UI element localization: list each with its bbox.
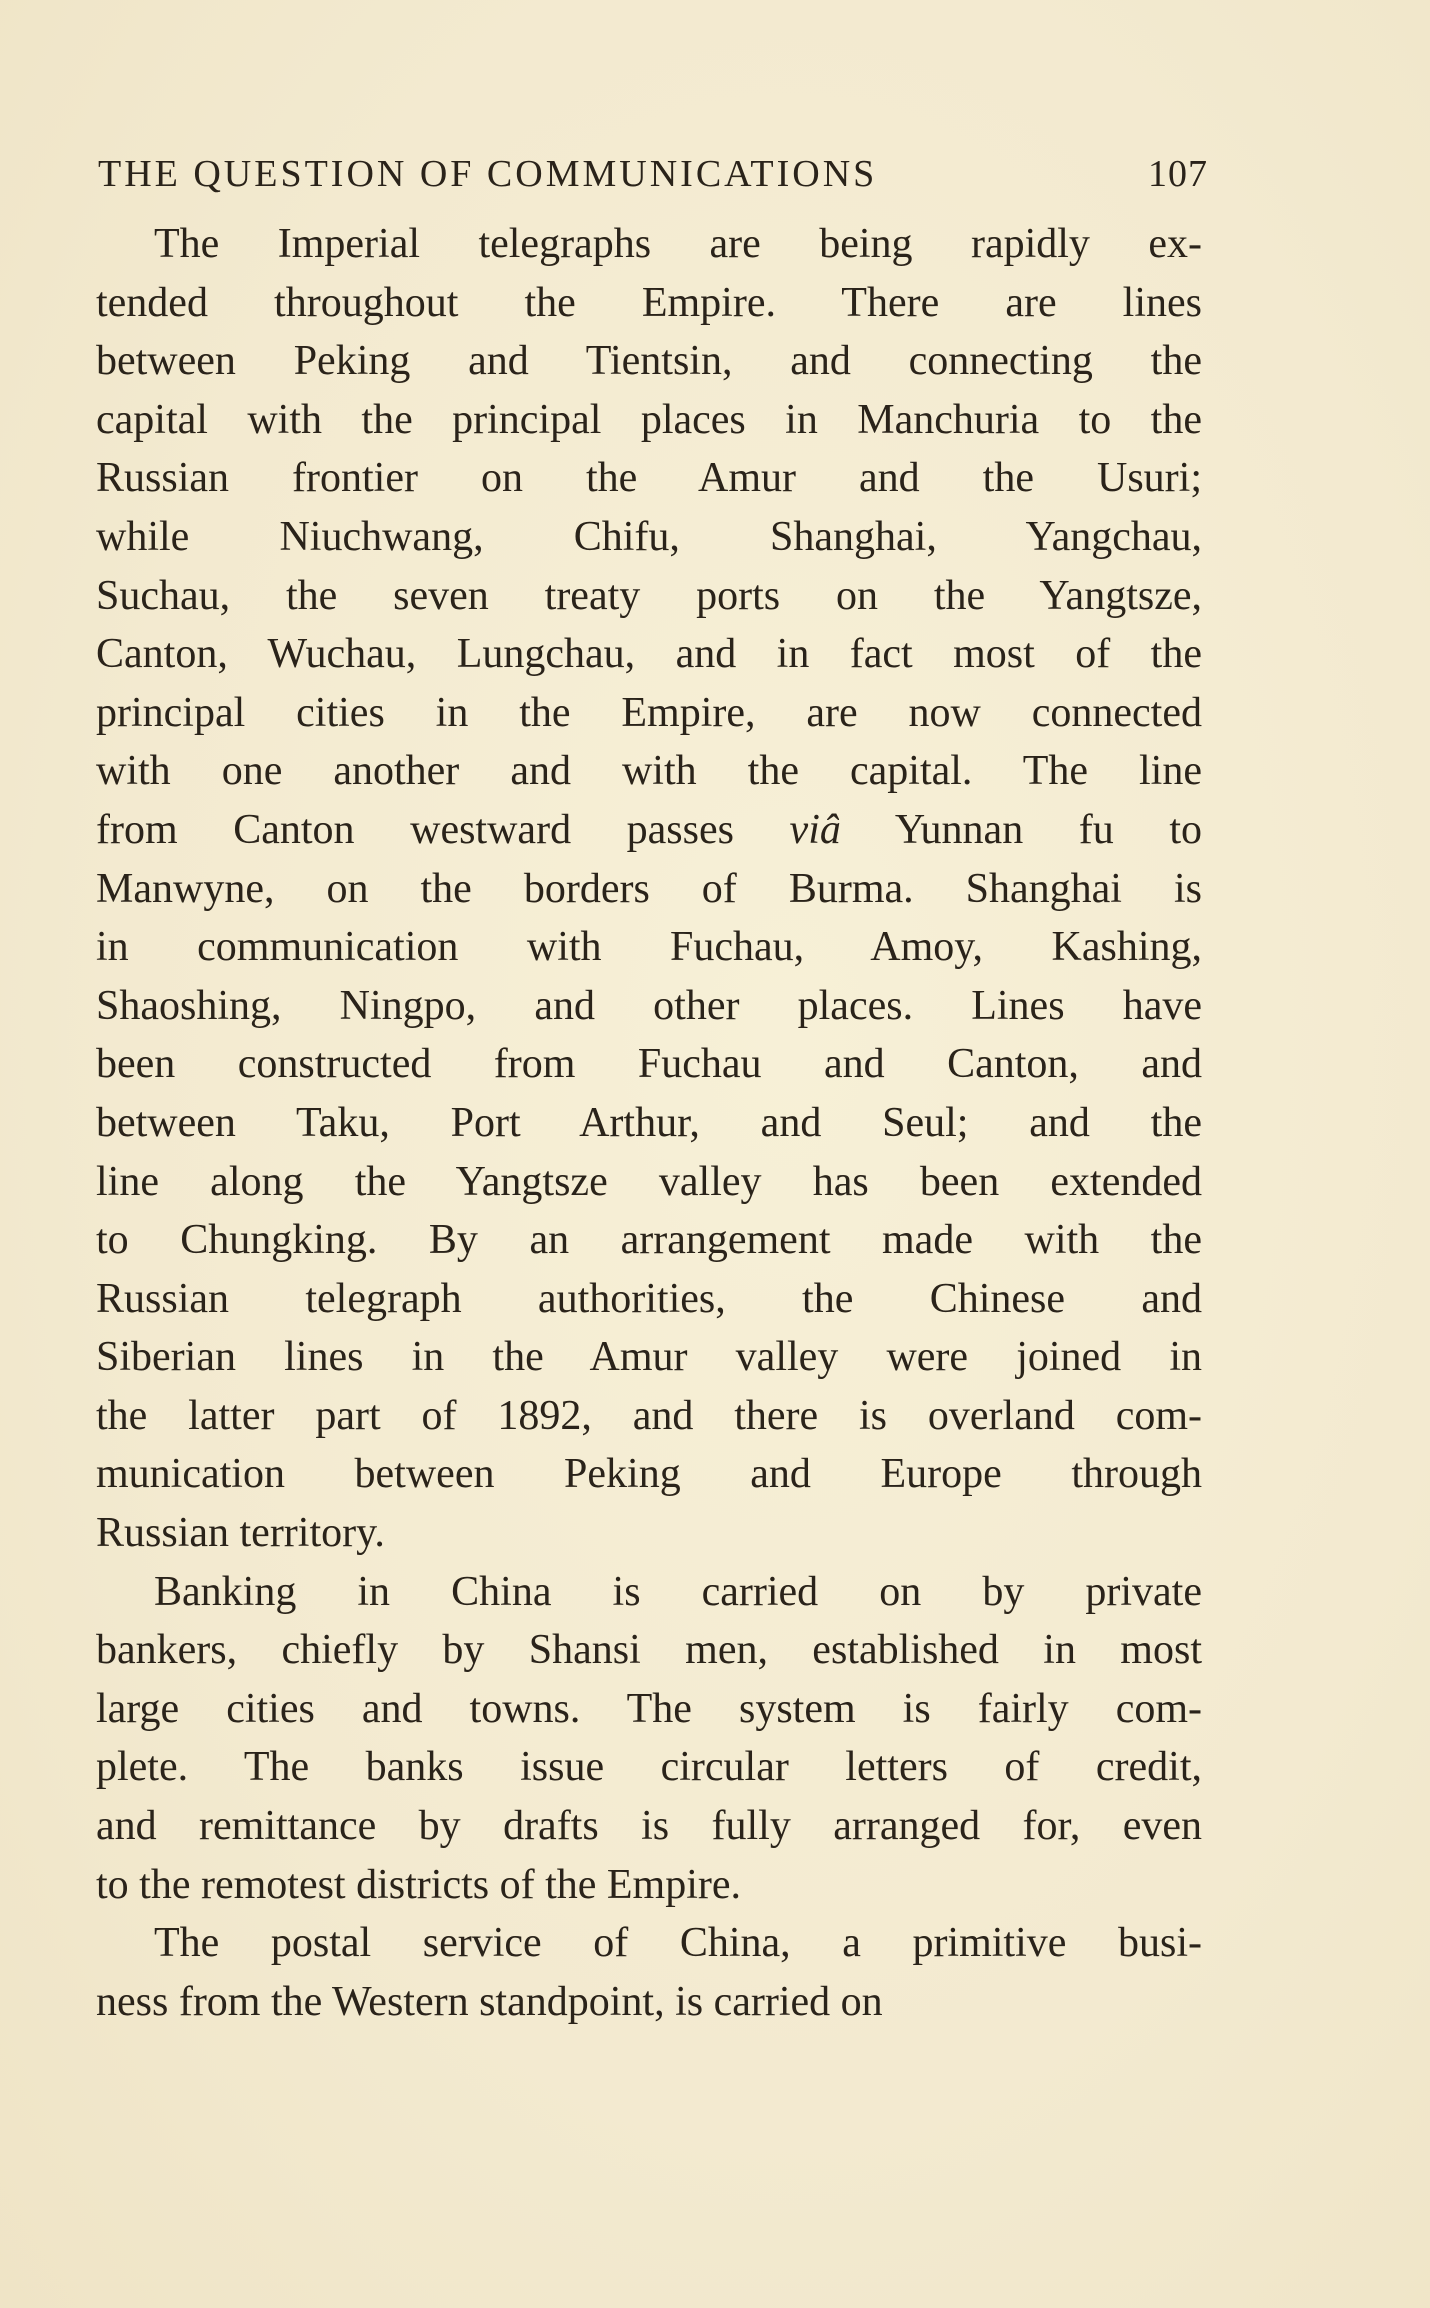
text-line: munication between Peking and Europe through [96,1451,1202,1498]
text-line: from Canton westward passes viâ Yunnan fu to [96,806,1202,853]
text-line: between Taku, Port Arthur, and Seul; and the [96,1099,1202,1146]
text-line: between Peking and Tientsin, and connecting the [96,338,1202,385]
paragraph [96,1563,1202,1915]
text-line: Russian frontier on the Amur and the Usuri; [96,455,1202,502]
text-line: bankers, chiefly by Shansi men, established in most [96,1627,1202,1674]
text-line: Banking in China is carried on by private [154,1568,1202,1615]
text-line: The postal service of China, a primitive busi- [154,1920,1202,1967]
text-line: to Chungking. By an arrangement made with the [96,1217,1202,1264]
text-line: to the remotest districts of the Empire. [96,1861,742,1908]
paragraph [96,215,1202,1563]
italic-word: viâ [789,806,841,853]
text-line: The Imperial telegraphs are being rapidly ex- [154,221,1202,267]
running-head [98,146,1208,202]
body-text [96,215,1202,2031]
text-line: Shaoshing, Ningpo, and other places. Lines have [96,982,1202,1029]
text-line: Canton, Wuchau, Lungchau, and in fact most of the [96,631,1202,678]
text-line: Siberian lines in the Amur valley were joined in [96,1334,1202,1381]
text-line: the latter part of 1892, and there is overland com- [96,1392,1202,1439]
paragraph [96,1914,1202,2031]
text-line: principal cities in the Empire, are now connected [96,689,1202,736]
text-line: large cities and towns. The system is fairly com- [96,1685,1202,1732]
text-line: Manwyne, on the borders of Burma. Shanghai is [96,865,1202,912]
text-line: tended throughout the Empire. There are lines [96,279,1202,326]
text-line: while Niuchwang, Chifu, Shanghai, Yangchau, [96,513,1202,560]
text-line: plete. The banks issue circular letters of credit, [96,1744,1202,1791]
text-line: line along the Yangtsze valley has been extended [96,1158,1202,1205]
text-line: Russian telegraph authorities, the Chinese and [96,1275,1202,1322]
text-line: Russian territory. [96,1510,385,1557]
text-line: in communication with Fuchau, Amoy, Kashing, [96,924,1202,971]
text-line: with one another and with the capital. The line [96,748,1202,795]
text-line: been constructed from Fuchau and Canton, and [96,1041,1202,1088]
page-number: 107 [1148,153,1208,195]
text-line: and remittance by drafts is fully arranged for, even [96,1803,1202,1850]
text-line: Suchau, the seven treaty ports on the Yangtsze, [96,572,1202,619]
text-line: ness from the Western standpoint, is carried on [96,1978,883,2025]
text-line: capital with the principal places in Manchuria to the [96,396,1202,443]
running-head-title: THE QUESTION OF COMMUNICATIONS [98,153,878,195]
